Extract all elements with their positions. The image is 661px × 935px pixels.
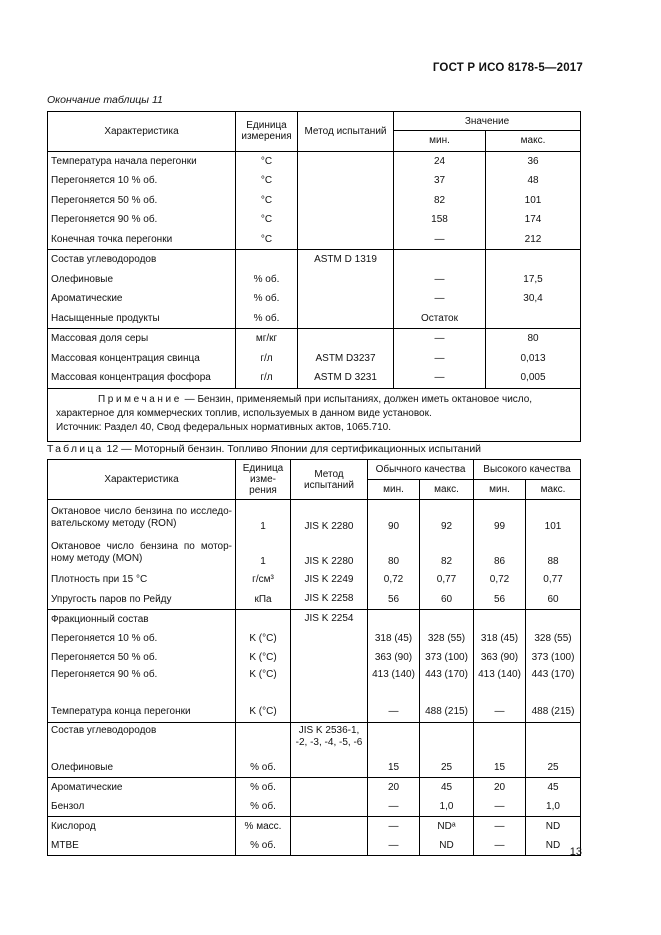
t12-cell-regular-max: 488 (215) — [420, 702, 474, 722]
t12-cell-unit: 1 — [236, 500, 291, 536]
t12-cell-regular-max: 82 — [420, 535, 474, 570]
table-11 — [47, 111, 581, 442]
t12-cell-method: JIS K 2254 — [291, 609, 368, 629]
t12-cell-method — [291, 629, 368, 648]
t12-cell-method — [291, 777, 368, 797]
t11-cell-unit: мг/кг — [236, 329, 298, 349]
t11-row — [48, 210, 581, 230]
t12-cell-premium-max: 373 (100) — [526, 648, 581, 667]
t12-row — [48, 817, 581, 837]
t11-cell-name: Перегоняется 90 % об. — [51, 214, 158, 226]
t12-cell-regular-max: ND — [420, 836, 474, 856]
t12-cell-regular-max: 60 — [420, 590, 474, 610]
t11-cell-unit — [236, 250, 298, 270]
t12-cell-name: Октановое число бензина по исследо-вательскому методу (RON) — [51, 505, 232, 529]
t11-header-max: макс. — [486, 131, 581, 152]
t11-note-text: — Бензин, применяемый при испытаниях, должен иметь октановое число, характерное для коммерческих топлив, используемых в данном виде установок. — [56, 393, 533, 419]
t12-cell-regular-min: 318 (45) — [368, 629, 420, 648]
t12-cell-name: Октановое число бензина по мотор-ному методу (MON) — [51, 540, 232, 564]
t11-cell-method: ASTM D 1319 — [298, 250, 394, 270]
t12-cell-regular-min: 90 — [368, 500, 420, 536]
t11-cell-name: Ароматические — [51, 293, 123, 305]
t12-cell-regular-max: NDᵃ — [420, 817, 474, 837]
t11-cell-min — [394, 250, 486, 270]
t12-cell-name: Перегоняется 90 % об. — [51, 669, 158, 681]
t11-cell-min: 158 — [394, 210, 486, 230]
t12-row — [48, 797, 581, 817]
t12-cell-method: JIS K 2536-1, -2, -3, -4, -5, -6 — [291, 722, 368, 758]
t11-header-method: Метод испытаний — [298, 112, 394, 152]
t12-row — [48, 570, 581, 589]
t11-cell-max: 0,013 — [486, 349, 581, 369]
t11-row — [48, 309, 581, 329]
t12-cell-premium-min: 15 — [474, 758, 526, 778]
t12-cell-method — [291, 758, 368, 778]
t12-cell-name: Бензол — [51, 800, 85, 812]
t12-cell-premium-max: 45 — [526, 777, 581, 797]
t12-cell-unit: % об. — [236, 758, 291, 778]
t12-header-premium-max: макс. — [526, 480, 581, 500]
t12-cell-regular-max: 92 — [420, 500, 474, 536]
t11-cell-name: Массовая концентрация свинца — [51, 352, 200, 364]
t12-cell-unit: % об. — [236, 797, 291, 817]
t12-body — [48, 500, 581, 856]
t12-cell-unit: K (°C) — [236, 629, 291, 648]
t12-cell-regular-max: 45 — [420, 777, 474, 797]
t11-cell-min: 37 — [394, 171, 486, 191]
t11-cell-max — [486, 250, 581, 270]
t11-cell-max: 80 — [486, 329, 581, 349]
t12-cell-unit — [236, 722, 291, 758]
t12-row — [48, 667, 581, 702]
t11-row — [48, 230, 581, 250]
t11-note-line — [56, 393, 576, 421]
t12-cell-name: Перегоняется 50 % об. — [51, 652, 158, 664]
t12-cell-regular-min: 0,72 — [368, 570, 420, 589]
t12-cell-method — [291, 817, 368, 837]
t12-cell-regular-max: 328 (55) — [420, 629, 474, 648]
t12-header-regular: Обычного качества — [368, 460, 474, 480]
t11-row — [48, 151, 581, 171]
t12-cell-unit: K (°C) — [236, 702, 291, 722]
t12-cell-premium-max: ND — [526, 836, 581, 856]
t12-cell-method: JIS K 2280 — [291, 535, 368, 570]
t12-cell-name: Олефиновые — [51, 761, 114, 773]
table11-caption: Окончание таблицы 11 — [47, 94, 163, 106]
t12-cell-method — [291, 797, 368, 817]
t12-cell-regular-min: 56 — [368, 590, 420, 610]
t12-row — [48, 836, 581, 856]
t11-cell-name: Перегоняется 50 % об. — [51, 194, 158, 206]
t12-cell-name: Ароматические — [48, 777, 236, 797]
t11-cell-min: — — [394, 368, 486, 388]
t11-header-characteristic: Характеристика — [48, 112, 236, 152]
t12-cell-premium-min: — — [474, 836, 526, 856]
t12-header-premium-min: мин. — [474, 480, 526, 500]
t12-cell-unit: % об. — [236, 836, 291, 856]
t12-cell-unit: 1 — [236, 535, 291, 570]
t12-row — [48, 648, 581, 667]
t11-cell-max: 48 — [486, 171, 581, 191]
t12-row — [48, 500, 581, 536]
t12-cell-name: Фракционный состав — [48, 609, 236, 629]
t12-cell-unit: кПа — [236, 590, 291, 610]
t12-row — [48, 702, 581, 722]
t12-cell-premium-min: 0,72 — [474, 570, 526, 589]
t11-row — [48, 270, 581, 290]
t12-cell-premium-min: 86 — [474, 535, 526, 570]
t12-cell-method: JIS K 2258 — [291, 590, 368, 610]
t11-cell-unit: г/л — [236, 349, 298, 369]
t12-cell-premium-min — [474, 722, 526, 758]
t11-cell-method — [298, 329, 394, 349]
t12-cell-premium-min: — — [474, 702, 526, 722]
t12-cell-premium-min: 363 (90) — [474, 648, 526, 667]
t11-cell-method: ASTM D3237 — [298, 349, 394, 369]
t11-cell-unit: °C — [236, 151, 298, 171]
t11-row — [48, 171, 581, 191]
t12-header-regular-min: мин. — [368, 480, 420, 500]
t12-cell-regular-min: — — [368, 836, 420, 856]
t12-cell-name: Плотность при 15 °C — [51, 574, 148, 586]
t12-cell-premium-max — [526, 722, 581, 758]
t12-cell-premium-max: 60 — [526, 590, 581, 610]
t12-cell-regular-max: 0,77 — [420, 570, 474, 589]
t12-cell-premium-min: 318 (45) — [474, 629, 526, 648]
t11-cell-name: Перегоняется 10 % об. — [51, 175, 158, 187]
t12-cell-premium-max: 101 — [526, 500, 581, 536]
t11-body — [48, 151, 581, 388]
t12-row — [48, 758, 581, 778]
t12-cell-regular-max: 373 (100) — [420, 648, 474, 667]
t12-cell-premium-max — [526, 609, 581, 629]
t12-cell-unit: K (°C) — [236, 667, 291, 702]
t11-cell-min: 24 — [394, 151, 486, 171]
t12-cell-regular-min: — — [368, 817, 420, 837]
t12-cell-unit: г/см³ — [236, 570, 291, 589]
t11-cell-max: 30,4 — [486, 289, 581, 309]
t11-source: Источник: Раздел 40, Свод федеральных нормативных актов, 1065.710. — [56, 421, 392, 433]
t11-row — [48, 289, 581, 309]
t12-cell-regular-min: — — [368, 702, 420, 722]
t12-cell-premium-max: 488 (215) — [526, 702, 581, 722]
t12-cell-premium-min: 413 (140) — [474, 667, 526, 702]
t11-row — [48, 250, 581, 270]
t12-cell-regular-min: 80 — [368, 535, 420, 570]
t12-header-unit: Единица изме-рения — [236, 460, 291, 500]
t11-cell-min: — — [394, 349, 486, 369]
t11-cell-max: 17,5 — [486, 270, 581, 290]
t11-cell-name: Олефиновые — [51, 273, 114, 285]
t11-cell-unit: °C — [236, 210, 298, 230]
t12-row — [48, 590, 581, 610]
t12-cell-unit — [236, 609, 291, 629]
t11-cell-unit: °C — [236, 171, 298, 191]
t11-cell-max: 212 — [486, 230, 581, 250]
t11-cell-unit: % об. — [236, 270, 298, 290]
t12-cell-unit: K (°C) — [236, 648, 291, 667]
t12-cell-premium-max: 443 (170) — [526, 667, 581, 702]
t12-row — [48, 777, 581, 797]
t11-cell-min: — — [394, 329, 486, 349]
t12-cell-premium-max: 25 — [526, 758, 581, 778]
t12-cell-regular-min: 413 (140) — [368, 667, 420, 702]
t12-cell-name: Температура конца перегонки — [51, 706, 191, 718]
t12-cell-regular-min: 15 — [368, 758, 420, 778]
t12-cell-name: Кислород — [48, 817, 236, 837]
t12-cell-regular-max — [420, 609, 474, 629]
t12-cell-name: Состав углеводородов — [48, 722, 236, 758]
t12-header-method: Метод испытаний — [291, 460, 368, 500]
t11-cell-name: Конечная точка перегонки — [51, 233, 173, 245]
t11-cell-method — [298, 191, 394, 211]
t11-row — [48, 368, 581, 388]
t11-cell-method — [298, 270, 394, 290]
t11-cell-max: 0,005 — [486, 368, 581, 388]
t11-cell-name: Состав углеводородов — [48, 250, 236, 270]
t11-cell-name: Температура начала перегонки — [51, 155, 197, 167]
t12-row — [48, 535, 581, 570]
t12-header-regular-max: макс. — [420, 480, 474, 500]
t12-cell-name: Упругость паров по Рейду — [51, 593, 172, 605]
t12-cell-premium-min: — — [474, 797, 526, 817]
t12-row — [48, 629, 581, 648]
t11-header-value: Значение — [394, 112, 581, 131]
t12-cell-premium-min: — — [474, 817, 526, 837]
t12-cell-premium-max: 1,0 — [526, 797, 581, 817]
t12-cell-premium-max: ND — [526, 817, 581, 837]
t12-cell-premium-min — [474, 609, 526, 629]
t12-cell-method — [291, 702, 368, 722]
t11-cell-method — [298, 151, 394, 171]
t11-cell-max — [486, 309, 581, 329]
table-12 — [47, 459, 581, 856]
t12-cell-regular-min: 20 — [368, 777, 420, 797]
t11-cell-name: Массовая доля серы — [48, 329, 236, 349]
t12-cell-regular-max — [420, 722, 474, 758]
t12-row — [48, 722, 581, 758]
t12-cell-premium-min: 99 — [474, 500, 526, 536]
t12-cell-regular-min — [368, 722, 420, 758]
t12-cell-method — [291, 648, 368, 667]
t12-cell-premium-max: 328 (55) — [526, 629, 581, 648]
t12-cell-unit: % масс. — [236, 817, 291, 837]
t11-cell-min: — — [394, 230, 486, 250]
t12-cell-regular-min: 363 (90) — [368, 648, 420, 667]
t11-header-min: мин. — [394, 131, 486, 152]
t11-header-unit: Единица измерения — [236, 112, 298, 152]
t11-cell-min: — — [394, 270, 486, 290]
t12-cell-method — [291, 667, 368, 702]
t11-cell-unit: °C — [236, 191, 298, 211]
t11-note-label: Примечание — [98, 393, 182, 405]
t11-cell-method — [298, 309, 394, 329]
t11-cell-max: 174 — [486, 210, 581, 230]
t12-cell-regular-max: 1,0 — [420, 797, 474, 817]
t11-cell-unit: % об. — [236, 289, 298, 309]
t11-row — [48, 329, 581, 349]
t12-cell-name: Перегоняется 10 % об. — [51, 633, 158, 645]
t12-cell-regular-min — [368, 609, 420, 629]
t12-cell-regular-min: — — [368, 797, 420, 817]
t12-header-premium: Высокого качества — [474, 460, 581, 480]
document-id: ГОСТ Р ИСО 8178-5—2017 — [432, 62, 583, 74]
t11-cell-method — [298, 210, 394, 230]
t11-cell-name: Массовая концентрация фосфора — [51, 372, 211, 384]
t11-cell-min: Остаток — [394, 309, 486, 329]
t12-caption-text: 12 — Моторный бензин. Топливо Японии для сертификационных испытаний — [103, 443, 482, 455]
t12-cell-premium-min: 20 — [474, 777, 526, 797]
t12-cell-premium-max: 0,77 — [526, 570, 581, 589]
t12-header-characteristic: Характеристика — [48, 460, 236, 500]
t11-cell-max: 36 — [486, 151, 581, 171]
t11-cell-min: 82 — [394, 191, 486, 211]
t12-caption-label: Таблица — [47, 443, 104, 455]
t11-cell-method: ASTM D 3231 — [298, 368, 394, 388]
t12-cell-regular-max: 25 — [420, 758, 474, 778]
t11-cell-name: Насыщенные продукты — [51, 312, 160, 324]
t11-cell-method — [298, 171, 394, 191]
t12-row — [48, 609, 581, 629]
table12-caption — [47, 443, 481, 455]
t12-cell-premium-min: 56 — [474, 590, 526, 610]
t11-cell-unit: г/л — [236, 368, 298, 388]
t12-cell-name: MTBE — [51, 840, 79, 852]
t11-cell-method — [298, 230, 394, 250]
t11-row — [48, 349, 581, 369]
t12-cell-method: JIS K 2280 — [291, 500, 368, 536]
t11-cell-method — [298, 289, 394, 309]
t11-row — [48, 191, 581, 211]
t12-cell-premium-max: 88 — [526, 535, 581, 570]
t12-cell-method: JIS K 2249 — [291, 570, 368, 589]
t11-cell-max: 101 — [486, 191, 581, 211]
t12-cell-method — [291, 836, 368, 856]
page-number: 13 — [569, 846, 582, 858]
t11-cell-min: — — [394, 289, 486, 309]
t12-cell-unit: % об. — [236, 777, 291, 797]
t11-note — [48, 388, 581, 441]
t11-cell-unit: °C — [236, 230, 298, 250]
t12-cell-regular-max: 443 (170) — [420, 667, 474, 702]
t11-cell-unit: % об. — [236, 309, 298, 329]
